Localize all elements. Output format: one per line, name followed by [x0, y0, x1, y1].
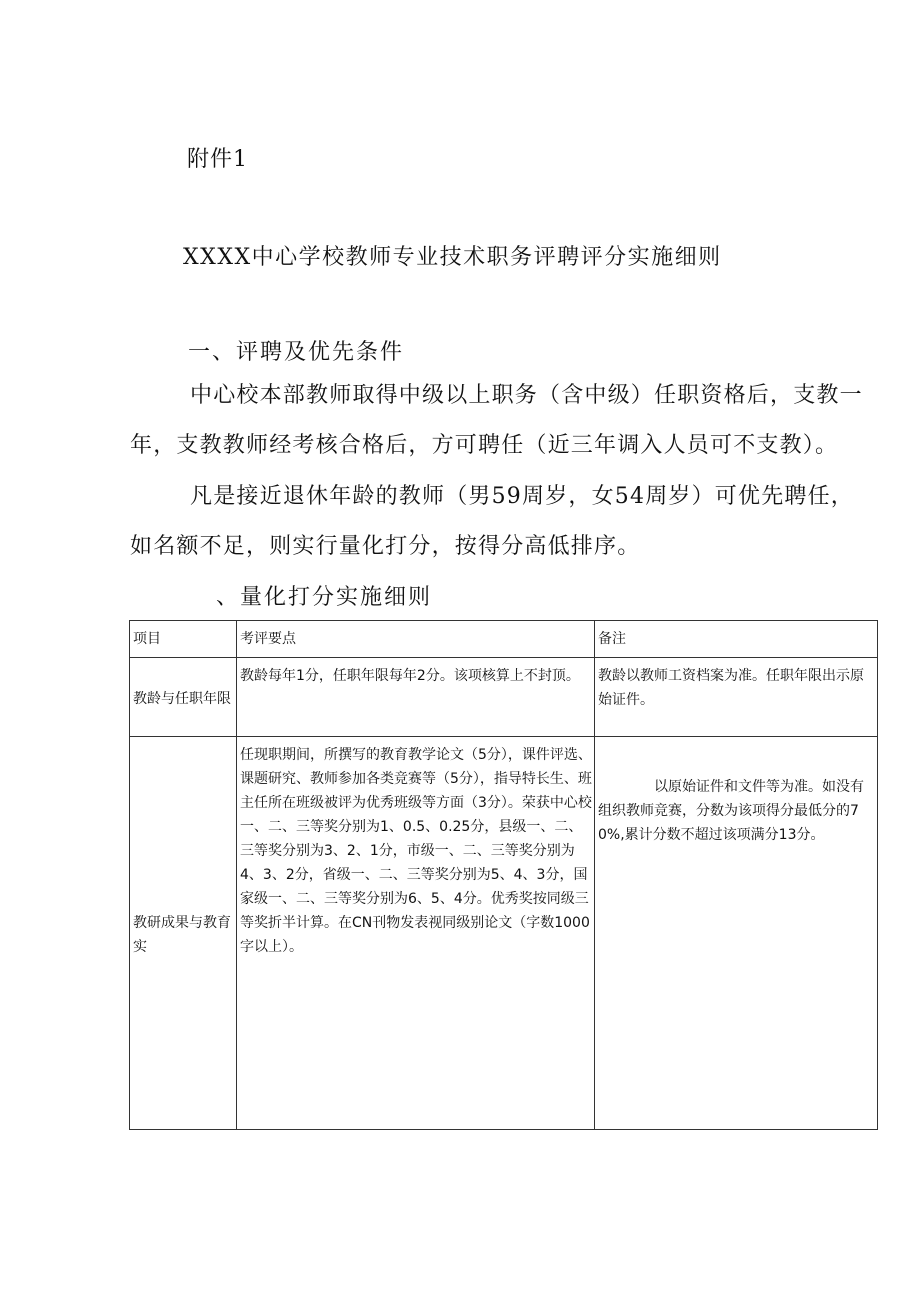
- row-points: 教龄每年1分，任职年限每年2分。该项核算上不封顶。: [237, 658, 595, 737]
- section-heading-1: 一、评聘及优先条件: [188, 340, 405, 365]
- header-points: 考评要点: [237, 621, 595, 658]
- document-title: XXXX中心学校教师专业技术职务评聘评分实施细则: [183, 245, 722, 270]
- row-item: 教研成果与教育实: [130, 737, 237, 1130]
- row-points: 任现职期间，所撰写的教育教学论文（5分），课件评选、课题研究、教师参加各类竞赛等（5分），指导特长生、班主任所在班级被评为优秀班级等方面（3分）。荣获中心校一、二、三等奖分别为1、0.5、0.25分，县级一、二、三等奖分别为3、2、1分，市级一、二、三等奖分别为4、3、2分，省级一、二、三等奖分别为5、4、3分，国家级一、二、三等奖分别为6、5、4分。优秀奖按同级三等奖折半计算。在CN刊物发表视同级别论文（字数1000字以上）。: [237, 737, 595, 1130]
- row-note: 以原始证件和文件等为准。如没有组织教师竞赛，分数为该项得分最低分的70%,累计分数不超过该项满分13分。: [595, 737, 878, 1130]
- table-header-row: [130, 621, 878, 658]
- table-row: [130, 658, 878, 737]
- paragraph-retirement-priority: 凡是接近退休年龄的教师（男59周岁，女54周岁）可优先聘任，如名额不足，则实行量化打分，按得分高低排序。: [130, 484, 854, 559]
- scoring-table: [129, 620, 878, 1130]
- attachment-label: 附件1: [187, 147, 248, 172]
- header-note: 备注: [595, 621, 878, 658]
- row-item: 教龄与任职年限: [130, 658, 237, 737]
- section-heading-2: 、量化打分实施细则: [216, 585, 433, 610]
- header-item: 项目: [130, 621, 237, 658]
- table-row: [130, 737, 878, 1130]
- paragraph-support-teaching: 中心校本部教师取得中级以上职务（含中级）任职资格后，支教一年，支教教师经考核合格后，方可聘任（近三年调入人员可不支教）。: [130, 383, 863, 458]
- row-note: 教龄以教师工资档案为准。任职年限出示原始证件。: [595, 658, 878, 737]
